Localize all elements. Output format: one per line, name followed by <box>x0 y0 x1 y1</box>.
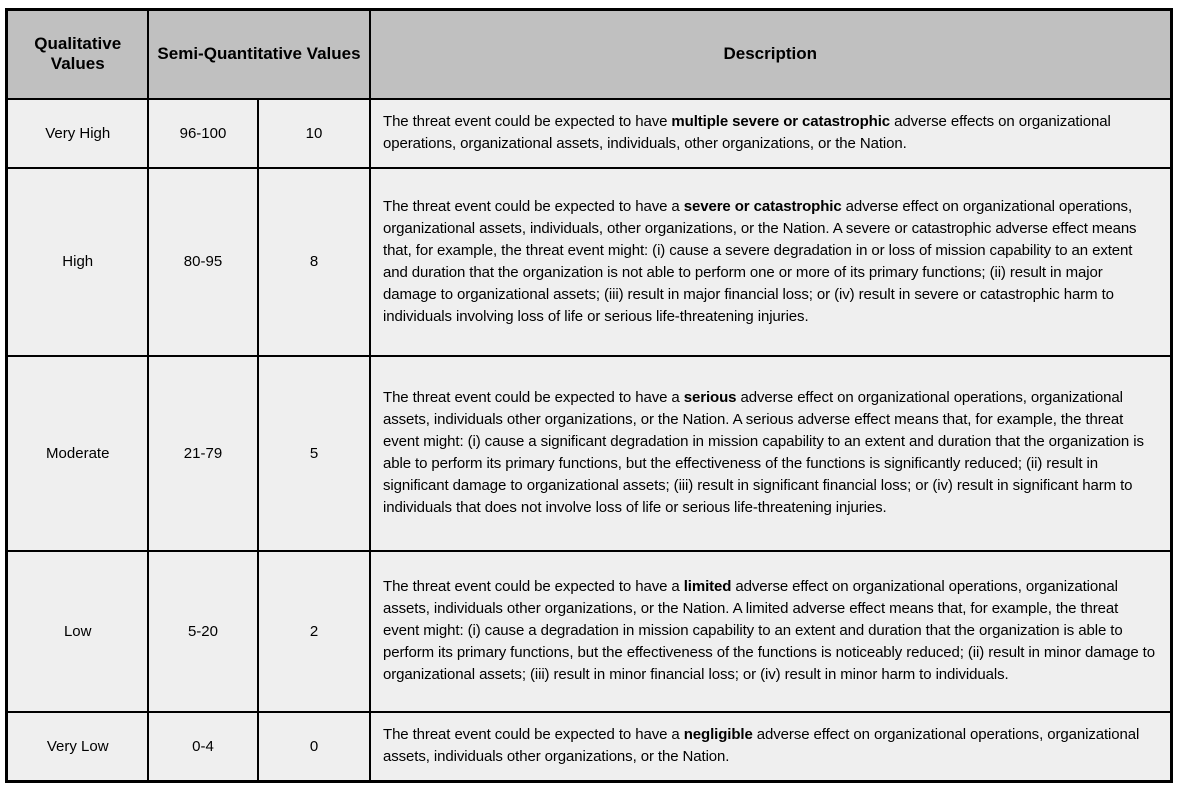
description-text: The threat event could be expected to have a <box>383 578 684 595</box>
qualitative-value-cell: Very Low <box>7 712 148 782</box>
semi-quant-range-cell: 80-95 <box>148 168 258 356</box>
qualitative-value-cell: Very High <box>7 99 148 168</box>
description-text: The threat event could be expected to have a <box>383 726 684 744</box>
qualitative-value-cell: High <box>7 168 148 356</box>
header-qualitative-values: Qualitative Values <box>7 10 148 99</box>
table-row-very-low <box>7 712 1171 782</box>
semi-quant-score-cell: 8 <box>258 168 370 356</box>
header-semi-quantitative-values: Semi-Quantitative Values <box>148 10 370 99</box>
description-text: adverse effect on organizational operations, organizational assets, individuals, other organizations, or the Nation. A severe or catastrophic adverse effect means that, for example, the threat event might: (i) cause a severe degradation in or loss of mission capability to an extent and duration that the organization is not able to perform one or more of its primary functions; (ii) result in major damage to organizational assets; (iii) result in major financial loss; or (iv) result in severe or catastrophic harm to individuals involving loss of life or serious life-threatening injuries. <box>383 197 1137 325</box>
semi-quant-score-cell: 5 <box>258 356 370 551</box>
description-cell <box>370 712 1171 782</box>
description-cell <box>370 168 1171 356</box>
description-text: The threat event could be expected to have <box>383 113 672 130</box>
header-description: Description <box>370 10 1171 99</box>
semi-quant-score-cell: 0 <box>258 712 370 782</box>
semi-quant-score-cell: 10 <box>258 99 370 168</box>
impact-assessment-table <box>5 8 1172 783</box>
table-row-very-high <box>7 99 1171 168</box>
description-cell <box>370 99 1171 168</box>
semi-quant-range-cell: 5-20 <box>148 551 258 712</box>
semi-quant-range-cell: 0-4 <box>148 712 258 782</box>
description-bold-text: limited <box>683 578 732 595</box>
description-bold-text: serious <box>683 389 737 406</box>
description-text: adverse effect on organizational operations, organizational assets, individuals other organizations, or the Nation. <box>383 726 1140 766</box>
description-cell <box>370 356 1171 551</box>
qualitative-value-cell: Low <box>7 551 148 712</box>
description-text: The threat event could be expected to have a <box>383 197 684 215</box>
qualitative-value-cell: Moderate <box>7 356 148 551</box>
description-bold-text: multiple severe or catastrophic <box>671 113 891 130</box>
description-bold-text: negligible <box>683 726 753 744</box>
description-text: adverse effect on organizational operations, organizational assets, individuals other organizations, or the Nation. A serious adverse effect means that, for example, the threat event might: (i) cause a significant degradation in mission capability to an extent and duration that the organization is able to perform its primary functions, but the effectiveness of the functions is significantly reduced; (ii) result in significant damage to organizational assets; (iii) result in significant financial loss; or (iv) result in significant harm to individuals that does not involve loss of life or serious life-threatening injuries. <box>383 389 1144 516</box>
description-bold-text: severe or catastrophic <box>683 197 842 215</box>
description-cell <box>370 551 1171 712</box>
table-row-moderate <box>7 356 1171 551</box>
semi-quant-range-cell: 96-100 <box>148 99 258 168</box>
description-text: The threat event could be expected to have a <box>383 389 684 406</box>
semi-quant-score-cell: 2 <box>258 551 370 712</box>
table-row-high <box>7 168 1171 356</box>
table-row-low <box>7 551 1171 712</box>
header-row <box>7 10 1171 99</box>
semi-quant-range-cell: 21-79 <box>148 356 258 551</box>
description-text: adverse effects on organizational operations, organizational assets, individuals, other organizations, or the Nation. <box>383 113 1111 152</box>
description-text: adverse effect on organizational operations, organizational assets, individuals other organizations, or the Nation. A limited adverse effect means that, for example, the threat event might: (i) cause a degradation in mission capability to an extent and duration that the organization is able to perform its primary functions, but the effectiveness of the functions is noticeably reduced; (ii) result in minor damage to organizational assets; (iii) result in minor financial loss; or (iv) result in minor harm to individuals. <box>383 578 1155 683</box>
